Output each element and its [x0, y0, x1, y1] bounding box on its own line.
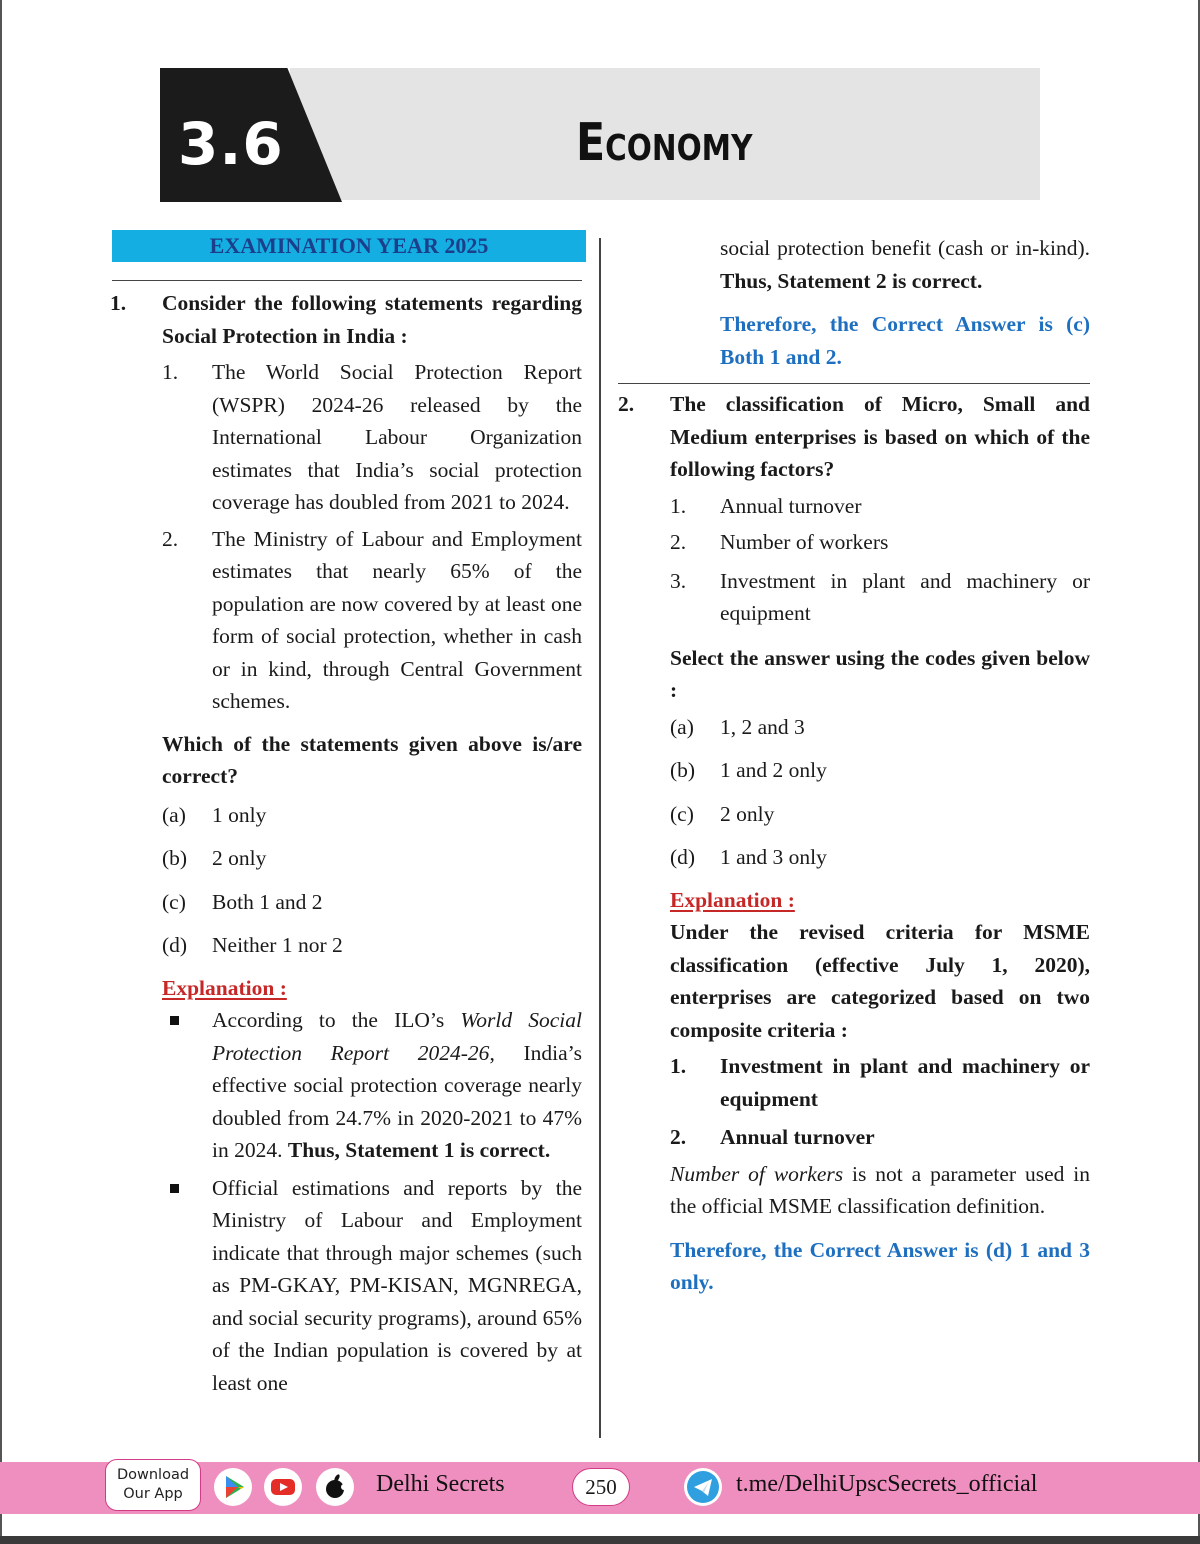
criteria-number: 1.	[670, 1054, 687, 1078]
select-text: Select the answer using the codes given below :	[670, 645, 1090, 702]
workers-note: Number of workers is not a parameter used in the official MSME classification definition.	[670, 1161, 1090, 1218]
explanation-bullet	[162, 1004, 582, 1167]
page-bottom-strip	[0, 1536, 1200, 1544]
column-divider	[599, 238, 601, 1438]
factor-text: Number of workers	[720, 530, 889, 554]
explanation-heading	[162, 972, 582, 1005]
question-text: The classification of Micro, Small and Medium enterprises is based on which of the following factors?	[670, 392, 1090, 481]
option-label: (c)	[670, 801, 694, 826]
factor-item	[670, 565, 1090, 630]
question-2	[618, 388, 1090, 486]
criteria-text: Annual turnover	[720, 1125, 875, 1149]
statement-number: 2.	[162, 526, 179, 551]
download-app-button[interactable]	[105, 1459, 201, 1511]
option-c	[162, 886, 582, 919]
criteria-number: 2.	[670, 1125, 687, 1149]
option-text: 1 and 3 only	[720, 845, 827, 869]
statement-text: The World Social Protection Report (WSPR) 2024-26 released by the International Labour Organization estimates that India’s social protection coverage has doubled from 2021 to 2024.	[212, 360, 582, 514]
chapter-title: Economy	[576, 113, 753, 173]
option-b	[670, 754, 1090, 787]
factor-item	[670, 526, 1090, 559]
option-c	[670, 798, 1090, 831]
our-app-label: Our App	[123, 1486, 183, 1502]
footer-brand-name: Delhi Secrets	[376, 1471, 505, 1497]
page-border-left	[0, 0, 2, 1544]
option-d	[162, 929, 582, 962]
factor-item	[670, 490, 1090, 523]
option-text: 2 only	[720, 801, 775, 826]
divider-rule	[618, 383, 1090, 384]
criteria-text: Investment in plant and machinery or equipment	[720, 1054, 1090, 1111]
divider-rule	[112, 280, 582, 281]
option-b	[162, 842, 582, 875]
prompt-text: Which of the statements given above is/are correct?	[162, 731, 582, 788]
explanation-label: Explanation :	[162, 975, 287, 1000]
chapter-number: 3.6	[178, 110, 284, 178]
youtube-icon[interactable]	[264, 1468, 302, 1506]
bullet-square-icon	[162, 1172, 212, 1400]
factor-number: 3.	[670, 568, 687, 593]
explanation-text: Under the revised criteria for MSME classification (effective July 1, 2020), enterprises are categorized based on two composite criteria :	[670, 920, 1090, 1042]
bullet-text: According to the ILO’s World Social Protection Report 2024-26, India’s effective social protection coverage nearly doubled from 24.7% in 2020-2021 to 47% in 2024. Thus, Statement 1 is correct.	[212, 1008, 582, 1162]
option-label: (d)	[162, 933, 188, 957]
explanation-label: Explanation :	[670, 887, 795, 912]
bullet-text: Official estimations and reports by the Ministry of Labour and Employment indicate that through major schemes (such as PM-GKAY, PM-KISAN, MGNREGA, and social security programs), around 65% of the Indian population is covered by at least one	[212, 1175, 582, 1395]
statement-item	[162, 356, 582, 519]
continuation-text: social protection benefit (cash or in-kind). Thus, Statement 2 is correct.	[720, 236, 1090, 293]
option-label: (b)	[162, 846, 188, 870]
option-text: Both 1 and 2	[212, 889, 323, 914]
option-text: 1, 2 and 3	[720, 714, 805, 739]
question-prompt	[110, 728, 582, 793]
statement-number: 1.	[162, 360, 179, 384]
explanation-bullet	[162, 1172, 582, 1400]
apple-icon[interactable]	[316, 1468, 354, 1506]
telegram-icon[interactable]	[684, 1468, 722, 1506]
telegram-channel-link[interactable]: t.me/DelhiUpscSecrets_official	[736, 1471, 1038, 1497]
option-text: Neither 1 nor 2	[212, 933, 343, 957]
factor-text: Annual turnover	[720, 493, 862, 518]
bullet-square-icon	[162, 1004, 212, 1167]
factor-number: 1.	[670, 493, 687, 518]
option-text: 2 only	[212, 846, 267, 870]
right-column	[618, 232, 1090, 1299]
criteria-item	[670, 1050, 1090, 1115]
download-label: Download	[116, 1467, 190, 1483]
option-a	[670, 711, 1090, 744]
select-instruction	[618, 642, 1090, 707]
exam-year-banner: EXAMINATION YEAR 2025	[112, 230, 586, 262]
option-text: 1 only	[212, 802, 267, 827]
question-1	[110, 287, 582, 352]
factor-text: Investment in plant and machinery or equipment	[720, 568, 1090, 625]
option-a	[162, 799, 582, 832]
question-number: 2.	[618, 392, 635, 416]
page-number: 250	[572, 1468, 630, 1506]
explanation-text-block	[618, 916, 1090, 1046]
statement-item	[162, 523, 582, 718]
question-text: Consider the following statements regarding Social Protection in India :	[162, 291, 582, 348]
option-label: (a)	[162, 802, 186, 827]
option-d	[670, 841, 1090, 874]
option-label: (c)	[162, 889, 186, 914]
q2-correct-answer: Therefore, the Correct Answer is (d) 1 and 3 only.	[670, 1237, 1090, 1294]
option-label: (d)	[670, 845, 696, 869]
factor-number: 2.	[670, 530, 687, 554]
option-text: 1 and 2 only	[720, 758, 827, 782]
question-number: 1.	[110, 291, 127, 315]
left-column	[110, 230, 582, 1399]
play-store-icon[interactable]	[214, 1468, 252, 1506]
option-label: (a)	[670, 714, 694, 739]
explanation-heading	[670, 884, 1090, 917]
criteria-item	[670, 1121, 1090, 1154]
statement-text: The Ministry of Labour and Employment estimates that nearly 65% of the population are now covered by at least one form of social protection, whether in cash or in kind, through Central Government schemes.	[212, 526, 582, 713]
option-label: (b)	[670, 758, 696, 782]
q1-correct-answer: Therefore, the Correct Answer is (c) Both 1 and 2.	[720, 312, 1090, 369]
